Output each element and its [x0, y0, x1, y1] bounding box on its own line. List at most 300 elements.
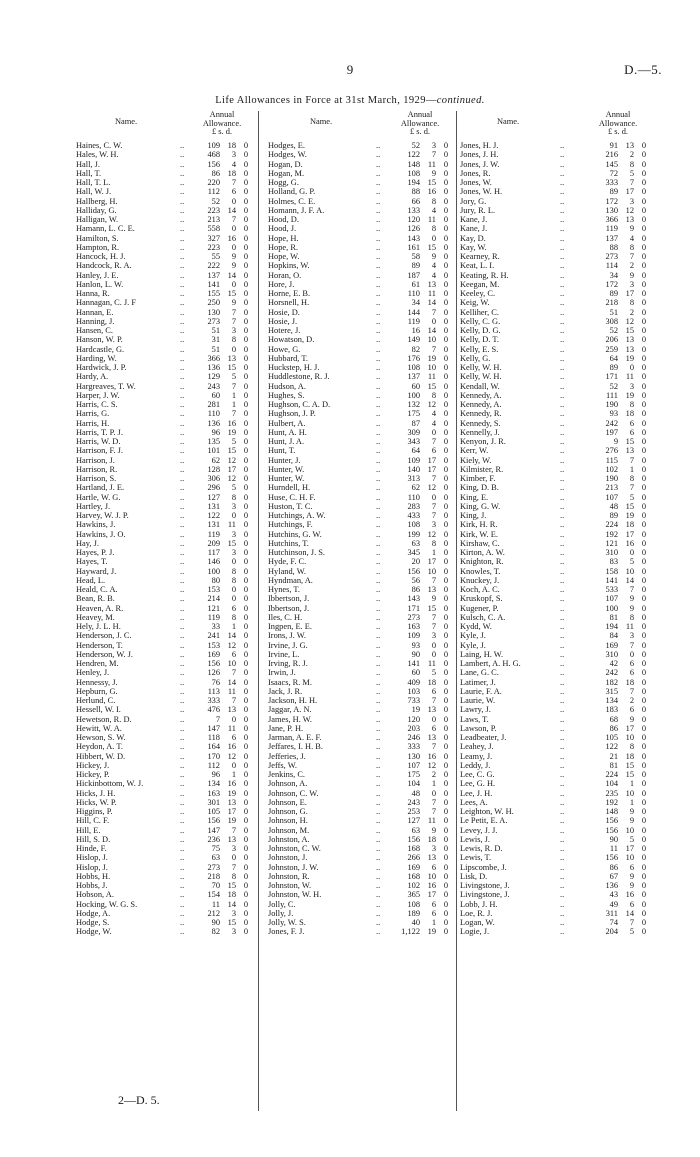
amount-pence: 0 — [641, 252, 646, 261]
leader-dots: .. — [180, 270, 185, 280]
leader-dots: .. — [376, 899, 381, 909]
amount-pounds: 21 — [609, 751, 618, 761]
leader-dots: .. — [560, 640, 565, 650]
table-row — [460, 715, 670, 724]
amount-pence: 0 — [243, 548, 248, 557]
pensioner-name: Kelly, W. H. — [460, 363, 502, 372]
leader-dots: .. — [376, 890, 381, 900]
amount-pounds: 137 — [605, 233, 618, 243]
leader-dots: .. — [180, 427, 185, 437]
table-row — [268, 187, 458, 196]
table-row — [268, 742, 458, 751]
table-row — [268, 715, 458, 724]
pensioner-name: Ibbertson, J. — [268, 603, 310, 613]
amount-pence: 0 — [641, 464, 646, 474]
pensioner-name: Knowles, T. — [460, 566, 501, 576]
table-row — [268, 520, 458, 529]
pensioner-name: Hood, J. — [268, 224, 297, 234]
amount-pounds: 175 — [407, 770, 420, 779]
amount-pounds: 48 — [609, 501, 618, 511]
pensioner-name: Le Petit, E. A. — [460, 816, 508, 826]
amount-pounds: 33 — [211, 622, 220, 631]
pensioner-name: Hyland, W. — [268, 566, 306, 576]
leader-dots: .. — [560, 853, 565, 863]
pensioner-name: Kelly, W. H. — [460, 372, 502, 382]
amount-pence: 0 — [243, 464, 248, 474]
table-row — [460, 409, 670, 418]
table-row — [460, 520, 670, 529]
amount-shillings: 1 — [231, 622, 236, 631]
table-row — [460, 733, 670, 742]
pensioner-name: Hicks, J. H. — [76, 788, 116, 798]
amount-shillings: 7 — [431, 612, 436, 622]
amount-shillings: 19 — [227, 816, 236, 826]
leader-dots: .. — [560, 437, 565, 446]
amount-shillings: 4 — [431, 409, 436, 419]
amount-shillings: 4 — [629, 233, 634, 243]
pensioner-name: Jefferies, J. — [268, 751, 306, 761]
table-row — [76, 641, 256, 650]
pensioner-name: Kane, J. — [460, 224, 488, 234]
amount-shillings: 6 — [629, 668, 634, 678]
pensioner-name: Jane, P. H. — [268, 723, 304, 733]
table-row — [268, 502, 458, 511]
amount-pounds: 62 — [211, 455, 220, 465]
amount-shillings: 3 — [629, 631, 634, 641]
table-row — [76, 437, 256, 446]
pensioner-name: Kane, J. — [460, 215, 488, 224]
amount-pounds: 109 — [407, 455, 420, 465]
leader-dots: .. — [376, 853, 381, 863]
pensioner-name: Hannan, E. — [76, 307, 114, 317]
table-row — [460, 604, 670, 613]
pensioner-name: Hutchings, F. — [268, 520, 313, 530]
amount-pounds: 171 — [407, 603, 420, 613]
amount-pence: 0 — [641, 890, 646, 900]
amount-shillings: 0 — [431, 640, 436, 650]
leader-dots: .. — [560, 344, 565, 354]
pensioner-name: Handcock, R. A. — [76, 261, 132, 271]
amount-pence: 0 — [243, 390, 248, 400]
leader-dots: .. — [180, 585, 185, 594]
leader-dots: .. — [560, 372, 565, 382]
amount-pence: 0 — [641, 686, 646, 696]
amount-pence: 0 — [443, 141, 448, 150]
amount-pounds: 147 — [207, 825, 220, 835]
leader-dots: .. — [376, 178, 381, 187]
amount-shillings: 9 — [629, 816, 634, 826]
amount-pence: 0 — [641, 603, 646, 613]
amount-pence: 0 — [641, 242, 646, 252]
amount-shillings: 9 — [431, 168, 436, 178]
pensioner-name: King, D. B. — [460, 483, 499, 493]
allowance-column-2 — [268, 111, 458, 937]
pensioner-name: Hardy, A. — [76, 372, 109, 382]
leader-dots: .. — [560, 834, 565, 844]
amount-shillings: 18 — [625, 409, 634, 419]
leader-dots: .. — [560, 918, 565, 927]
pensioner-name: Lobb, J. H. — [460, 899, 498, 909]
table-row — [76, 428, 256, 437]
table-row — [76, 604, 256, 613]
amount-shillings: 17 — [227, 464, 236, 474]
leader-dots: .. — [376, 418, 381, 428]
leader-dots: .. — [180, 455, 185, 465]
amount-pence: 0 — [443, 751, 448, 761]
table-row — [76, 807, 256, 816]
pensioner-name: Kirton, A. W. — [460, 548, 505, 557]
leader-dots: .. — [376, 483, 381, 493]
amount-pounds: 155 — [207, 289, 220, 298]
amount-pence: 0 — [243, 696, 248, 705]
table-row — [460, 613, 670, 622]
amount-pence: 0 — [443, 696, 448, 705]
amount-pounds: 108 — [407, 899, 420, 909]
amount-pounds: 283 — [407, 501, 420, 511]
amount-pence: 0 — [243, 908, 248, 918]
amount-pence: 0 — [641, 270, 646, 280]
table-row — [268, 798, 458, 807]
table-row — [460, 687, 670, 696]
table-row — [76, 465, 256, 474]
amount-pence: 0 — [443, 427, 448, 437]
amount-pounds: 81 — [609, 612, 618, 622]
amount-pounds: 108 — [407, 363, 420, 372]
amount-shillings: 8 — [629, 742, 634, 752]
leader-dots: .. — [376, 187, 381, 197]
leader-dots: .. — [376, 381, 381, 391]
amount-shillings: 8 — [629, 474, 634, 483]
pensioner-name: Hargreaves, T. W. — [76, 381, 136, 391]
amount-pence: 0 — [641, 927, 646, 937]
amount-pounds: 134 — [605, 696, 618, 705]
pensioner-name: Jarman, A. E. F. — [268, 733, 322, 742]
annual-label: Annual — [209, 110, 235, 119]
amount-pence: 0 — [243, 631, 248, 641]
leader-dots: .. — [560, 381, 565, 391]
amount-pence: 0 — [443, 844, 448, 853]
table-row — [460, 243, 670, 252]
table-row — [268, 594, 458, 603]
amount-pence: 0 — [243, 733, 248, 742]
amount-shillings: 3 — [231, 501, 236, 511]
amount-pounds: 194 — [605, 622, 618, 631]
leader-dots: .. — [376, 686, 381, 696]
amount-pence: 0 — [443, 807, 448, 816]
pensioner-name: Lewis, T. — [460, 853, 492, 863]
pensioner-name: Hughson, J. P. — [268, 409, 316, 419]
pensioner-name: Hogg, G. — [268, 178, 299, 187]
amount-pence: 0 — [443, 575, 448, 585]
amount-pounds: 48 — [411, 788, 420, 798]
table-row — [76, 696, 256, 705]
leader-dots: .. — [180, 566, 185, 576]
table-row — [76, 835, 256, 844]
amount-shillings: 15 — [625, 760, 634, 770]
leader-dots: .. — [376, 455, 381, 465]
amount-pounds: 306 — [207, 474, 220, 483]
amount-pounds: 333 — [407, 742, 420, 752]
amount-shillings: 16 — [625, 538, 634, 548]
amount-shillings: 10 — [427, 335, 436, 345]
amount-shillings: 0 — [431, 233, 436, 243]
pensioner-name: Laing, H. W. — [460, 649, 504, 659]
allowance-header — [390, 111, 450, 137]
table-row — [460, 197, 670, 206]
amount-pence: 0 — [243, 538, 248, 548]
amount-pounds: 187 — [407, 270, 420, 280]
amount-shillings: 12 — [427, 529, 436, 539]
amount-shillings: 0 — [231, 853, 236, 863]
amount-pence: 0 — [243, 344, 248, 354]
pensioner-name: Henley, J. — [76, 668, 110, 678]
leader-dots: .. — [180, 927, 185, 937]
leader-dots: .. — [376, 585, 381, 594]
pensioner-name: Haines, C. W. — [76, 141, 123, 150]
amount-pounds: 122 — [605, 742, 618, 752]
amount-pounds: 102 — [407, 881, 420, 890]
amount-shillings: 8 — [231, 575, 236, 585]
amount-pence: 0 — [443, 538, 448, 548]
pensioner-name: Lewis, J. — [460, 834, 491, 844]
amount-pounds: 409 — [407, 677, 420, 687]
table-row — [460, 844, 670, 853]
amount-pence: 0 — [443, 150, 448, 160]
leader-dots: .. — [560, 677, 565, 687]
table-row — [268, 918, 458, 927]
amount-shillings: 11 — [227, 686, 236, 696]
amount-shillings: 10 — [625, 733, 634, 742]
amount-shillings: 15 — [227, 881, 236, 890]
amount-pence: 0 — [443, 418, 448, 428]
amount-shillings: 17 — [227, 807, 236, 816]
pensioner-name: Kay, D. — [460, 233, 486, 243]
pensioner-name: Jolly, W. S. — [268, 918, 306, 927]
amount-pence: 0 — [641, 899, 646, 909]
pensioner-name: Hobbs, H. — [76, 871, 111, 881]
amount-shillings: 5 — [629, 492, 634, 502]
amount-pence: 0 — [443, 289, 448, 298]
leader-dots: .. — [376, 779, 381, 789]
annual-label: Annual — [605, 110, 631, 119]
amount-pounds: 163 — [407, 622, 420, 631]
pensioner-name: Hulbert, A. — [268, 418, 306, 428]
amount-shillings: 9 — [431, 825, 436, 835]
table-row — [268, 631, 458, 640]
amount-pence: 0 — [243, 298, 248, 308]
table-row — [76, 752, 256, 761]
amount-pence: 0 — [443, 825, 448, 835]
leader-dots: .. — [376, 298, 381, 308]
table-row — [268, 511, 458, 520]
table-row — [460, 141, 670, 150]
amount-pounds: 273 — [207, 316, 220, 326]
leader-dots: .. — [180, 834, 185, 844]
amount-pounds: 128 — [207, 464, 220, 474]
amount-pounds: 119 — [207, 612, 220, 622]
amount-pence: 0 — [641, 696, 646, 705]
pensioner-name: Lee, G. H. — [460, 779, 496, 789]
amount-pence: 0 — [443, 353, 448, 363]
amount-pounds: 105 — [207, 807, 220, 816]
pensioner-name: Hodge, S. — [76, 918, 110, 927]
pensioner-name: Iles, C. H. — [268, 612, 303, 622]
amount-pounds: 476 — [207, 705, 220, 715]
amount-pounds: 100 — [407, 390, 420, 400]
pensioner-name: Hodge, W. — [76, 927, 112, 937]
amount-shillings: 12 — [625, 316, 634, 326]
leader-dots: .. — [180, 890, 185, 900]
amount-pence: 0 — [443, 742, 448, 752]
amount-pounds: 345 — [407, 548, 420, 557]
pensioner-name: Hendren, M. — [76, 659, 119, 668]
amount-shillings: 15 — [427, 381, 436, 391]
pensioner-name: Hely, J. L. H. — [76, 622, 121, 631]
amount-pence: 0 — [443, 622, 448, 631]
leader-dots: .. — [180, 714, 185, 724]
table-row — [76, 881, 256, 890]
amount-pence: 0 — [443, 770, 448, 779]
table-row — [268, 224, 458, 233]
amount-pence: 0 — [641, 483, 646, 493]
table-row — [76, 335, 256, 344]
amount-pounds: 66 — [411, 196, 420, 206]
amount-pence: 0 — [641, 178, 646, 187]
pensioner-name: Hislop, J. — [76, 862, 108, 872]
pensioner-name: Lambert, A. H. G. — [460, 659, 521, 668]
pensioner-name: Kay, W. — [460, 242, 487, 252]
table-row — [268, 308, 458, 317]
table-row — [76, 502, 256, 511]
amount-pounds: 144 — [407, 307, 420, 317]
amount-pounds: 11 — [211, 899, 220, 909]
amount-pence: 0 — [641, 723, 646, 733]
amount-shillings: 6 — [629, 705, 634, 715]
amount-shillings: 13 — [625, 215, 634, 224]
amount-pence: 0 — [243, 853, 248, 863]
amount-pence: 0 — [641, 760, 646, 770]
table-row — [460, 345, 670, 354]
pensioner-name: Homann, J. F. A. — [268, 205, 325, 215]
amount-pence: 0 — [443, 400, 448, 409]
amount-pounds: 11 — [609, 844, 618, 853]
amount-pence: 0 — [243, 196, 248, 206]
table-row — [268, 622, 458, 631]
amount-shillings: 16 — [227, 418, 236, 428]
amount-pence: 0 — [443, 788, 448, 798]
amount-shillings: 4 — [431, 270, 436, 280]
amount-shillings: 12 — [227, 474, 236, 483]
leader-dots: .. — [376, 492, 381, 502]
amount-pence: 0 — [243, 825, 248, 835]
amount-shillings: 7 — [629, 455, 634, 465]
table-row — [460, 178, 670, 187]
amount-shillings: 8 — [629, 159, 634, 169]
title-continued: continued. — [436, 95, 485, 106]
amount-pence: 0 — [443, 205, 448, 215]
pensioner-name: Lees, A. — [460, 797, 488, 807]
pensioner-name: Lewis, R. D. — [460, 844, 503, 853]
amount-shillings: 5 — [629, 168, 634, 178]
table-row — [460, 557, 670, 566]
table-row — [76, 363, 256, 372]
amount-pence: 0 — [243, 233, 248, 243]
amount-shillings: 14 — [427, 326, 436, 335]
amount-pence: 0 — [641, 751, 646, 761]
amount-shillings: 7 — [629, 483, 634, 493]
pensioner-name: Hughes, S. — [268, 390, 305, 400]
amount-pounds: 51 — [211, 344, 220, 354]
pensioner-name: Ibbertson, J. — [268, 594, 310, 604]
leader-dots: .. — [560, 585, 565, 594]
amount-pence: 0 — [243, 141, 248, 150]
amount-pence: 0 — [641, 150, 646, 160]
amount-pence: 0 — [443, 492, 448, 502]
pensioner-name: Hales, W. H. — [76, 150, 119, 160]
amount-pounds: 136 — [605, 881, 618, 890]
amount-pounds: 246 — [407, 733, 420, 742]
amount-pence: 0 — [443, 918, 448, 927]
amount-pounds: 90 — [609, 834, 618, 844]
table-row — [268, 160, 458, 169]
amount-shillings: 17 — [625, 187, 634, 197]
leader-dots: .. — [560, 205, 565, 215]
table-row — [460, 641, 670, 650]
amount-pounds: 112 — [207, 760, 220, 770]
table-row — [268, 539, 458, 548]
leader-dots: .. — [180, 483, 185, 493]
pensioner-name: Heald, C. A. — [76, 585, 118, 594]
amount-shillings: 12 — [227, 640, 236, 650]
leader-dots: .. — [376, 446, 381, 456]
table-row — [76, 308, 256, 317]
leader-dots: .. — [180, 622, 185, 631]
amount-pence: 0 — [641, 668, 646, 678]
amount-pence: 0 — [641, 289, 646, 298]
leader-dots: .. — [560, 279, 565, 289]
amount-pence: 0 — [443, 548, 448, 557]
amount-shillings: 0 — [231, 557, 236, 567]
table-row — [460, 900, 670, 909]
amount-shillings: 14 — [427, 298, 436, 308]
leader-dots: .. — [376, 760, 381, 770]
leader-dots: .. — [180, 816, 185, 826]
leader-dots: .. — [180, 390, 185, 400]
table-row — [268, 206, 458, 215]
amount-shillings: 11 — [427, 816, 436, 826]
pensioner-name: Hughson, C. A. D. — [268, 400, 331, 409]
pensioner-name: Jenkins, C. — [268, 770, 305, 779]
table-row — [460, 298, 670, 307]
table-row — [268, 252, 458, 261]
amount-shillings: 7 — [629, 252, 634, 261]
amount-shillings: 7 — [231, 825, 236, 835]
leader-dots: .. — [180, 400, 185, 409]
leader-dots: .. — [180, 474, 185, 483]
pensioner-name: Halliday, G. — [76, 205, 117, 215]
table-row — [460, 668, 670, 677]
leader-dots: .. — [560, 742, 565, 752]
amount-pounds: 82 — [211, 927, 220, 937]
table-row — [76, 539, 256, 548]
amount-pounds: 87 — [411, 418, 420, 428]
leader-dots: .. — [376, 659, 381, 668]
amount-pence: 0 — [443, 242, 448, 252]
table-row — [268, 178, 458, 187]
amount-pence: 0 — [243, 427, 248, 437]
pensioner-name: Johnston, J. W. — [268, 862, 319, 872]
allowance-label: Allowance. — [598, 118, 638, 128]
